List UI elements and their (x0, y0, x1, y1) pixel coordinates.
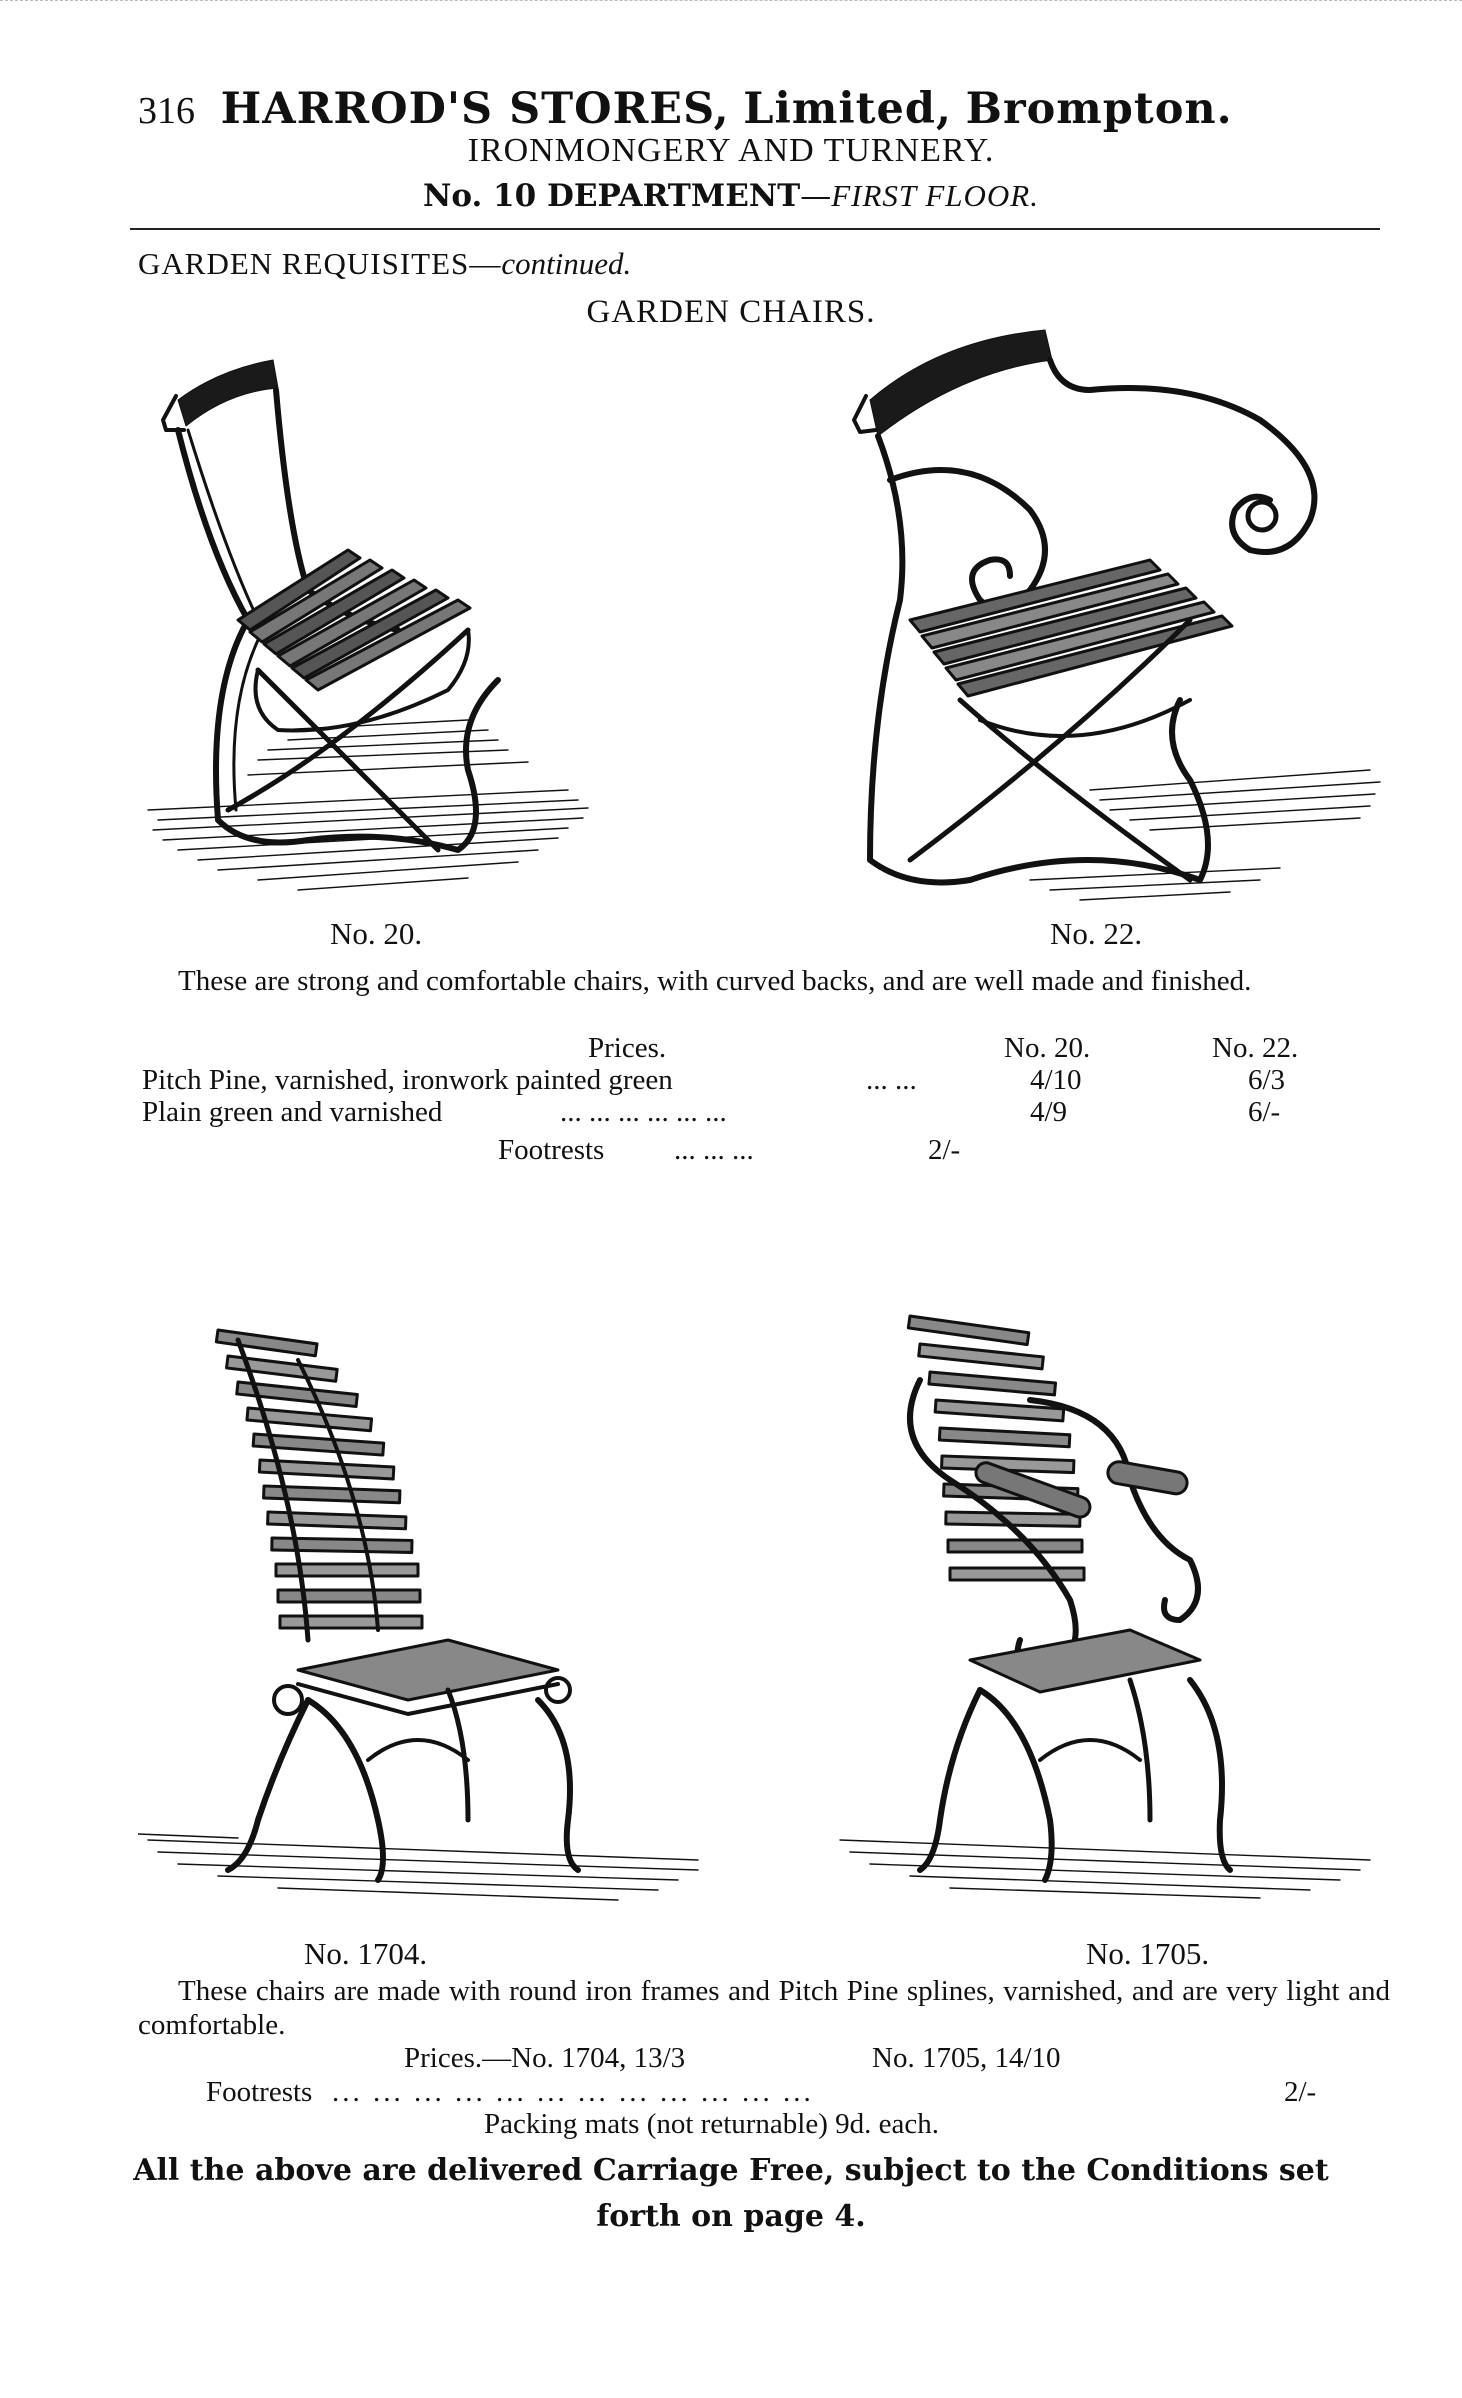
carriage-footer (0, 2148, 1462, 2240)
chair-1704-illustration (138, 1300, 708, 1940)
packing-note: Packing mats (not returnable) 9d. each. (484, 2108, 939, 2140)
chair-22-arm-scroll (890, 470, 1045, 608)
footer-line-1: All the above are delivered Carriage Free, subject to the Conditions set (133, 2153, 1329, 2188)
section-title-text: GARDEN REQUISITES (138, 246, 470, 281)
price-row-leaders: ... ... ... ... ... ... (560, 1096, 727, 1128)
chair-22-backrest (870, 330, 1052, 436)
price-row-label: Plain green and varnished (142, 1096, 443, 1128)
bottom-description: These chairs are made with round iron frames and Pitch Pine splines, varnished, and are very light and comfortable. (138, 1975, 1390, 2041)
store-name: HARROD'S STORES, (220, 84, 730, 134)
chair-22-illustration (830, 320, 1390, 920)
chair-1704-seat (298, 1640, 558, 1714)
footrests-leaders-2: ... ... ... ... ... ... ... ... ... ... ... ... (332, 2076, 814, 2108)
price-col-no20-header: No. 20. (1004, 1032, 1091, 1064)
chair-20-seat-slats (238, 550, 470, 690)
page-header (138, 84, 1338, 134)
section-heading: GARDEN CHAIRS. (586, 294, 876, 330)
department-number: No. 10 DEPARTMENT (422, 178, 801, 214)
prices-no-1704: Prices.—No. 1704, 13/3 (404, 2042, 686, 2074)
chair-1704-shadow (138, 1834, 698, 1900)
header-rule (130, 228, 1380, 230)
top-description: These are strong and comfortable chairs, with curved backs, and are well made and finished. (178, 965, 1252, 997)
footrests-leaders: ... ... ... (674, 1134, 754, 1166)
footrests-label-2: Footrests (206, 2076, 313, 2108)
footer-line-2: forth on page 4. (596, 2199, 866, 2234)
price-row-label: Pitch Pine, varnished, ironwork painted green (142, 1064, 673, 1096)
price-row-leaders: ... ... (866, 1064, 917, 1096)
chair-20-backrest (178, 360, 278, 426)
prices-no-1705: No. 1705, 14/10 (872, 2042, 1061, 2074)
caption-chair-20: No. 20. (330, 916, 423, 951)
page-top-edge (0, 0, 1462, 1)
caption-chair-1705: No. 1705. (1086, 1936, 1210, 1971)
price-row-no20: 4/10 (1030, 1064, 1082, 1096)
prices-label: Prices. (588, 1032, 667, 1064)
page-number: 316 (138, 90, 195, 132)
department-subtitle: IRONMONGERY AND TURNERY. (467, 132, 995, 169)
chair-1705-illustration (830, 1300, 1390, 1940)
footrests-price-2: 2/- (1284, 2076, 1317, 2108)
section-continued: continued. (501, 246, 632, 281)
store-location: Brompton. (965, 84, 1233, 134)
chair-20-illustration (138, 330, 608, 910)
chair-1705-back-slats (908, 1316, 1084, 1580)
section-title: GARDEN REQUISITES—continued. (138, 246, 632, 281)
department-floor: FIRST FLOOR. (831, 178, 1039, 213)
store-limited: Limited, (743, 84, 952, 134)
price-row-no22: 6/- (1248, 1096, 1281, 1128)
footrests-label: Footrests (498, 1134, 605, 1166)
department-line: No. 10 DEPARTMENT—FIRST FLOOR. (422, 178, 1039, 214)
price-row-no22: 6/3 (1248, 1064, 1286, 1096)
footrests-price: 2/- (928, 1134, 961, 1166)
caption-chair-22: No. 22. (1050, 916, 1143, 951)
price-col-no22-header: No. 22. (1212, 1032, 1299, 1064)
price-row-no20: 4/9 (1030, 1096, 1068, 1128)
chair-1705-seat (970, 1630, 1200, 1692)
caption-chair-1704: No. 1704. (304, 1936, 428, 1971)
chair-1704-back-slats (216, 1330, 422, 1628)
